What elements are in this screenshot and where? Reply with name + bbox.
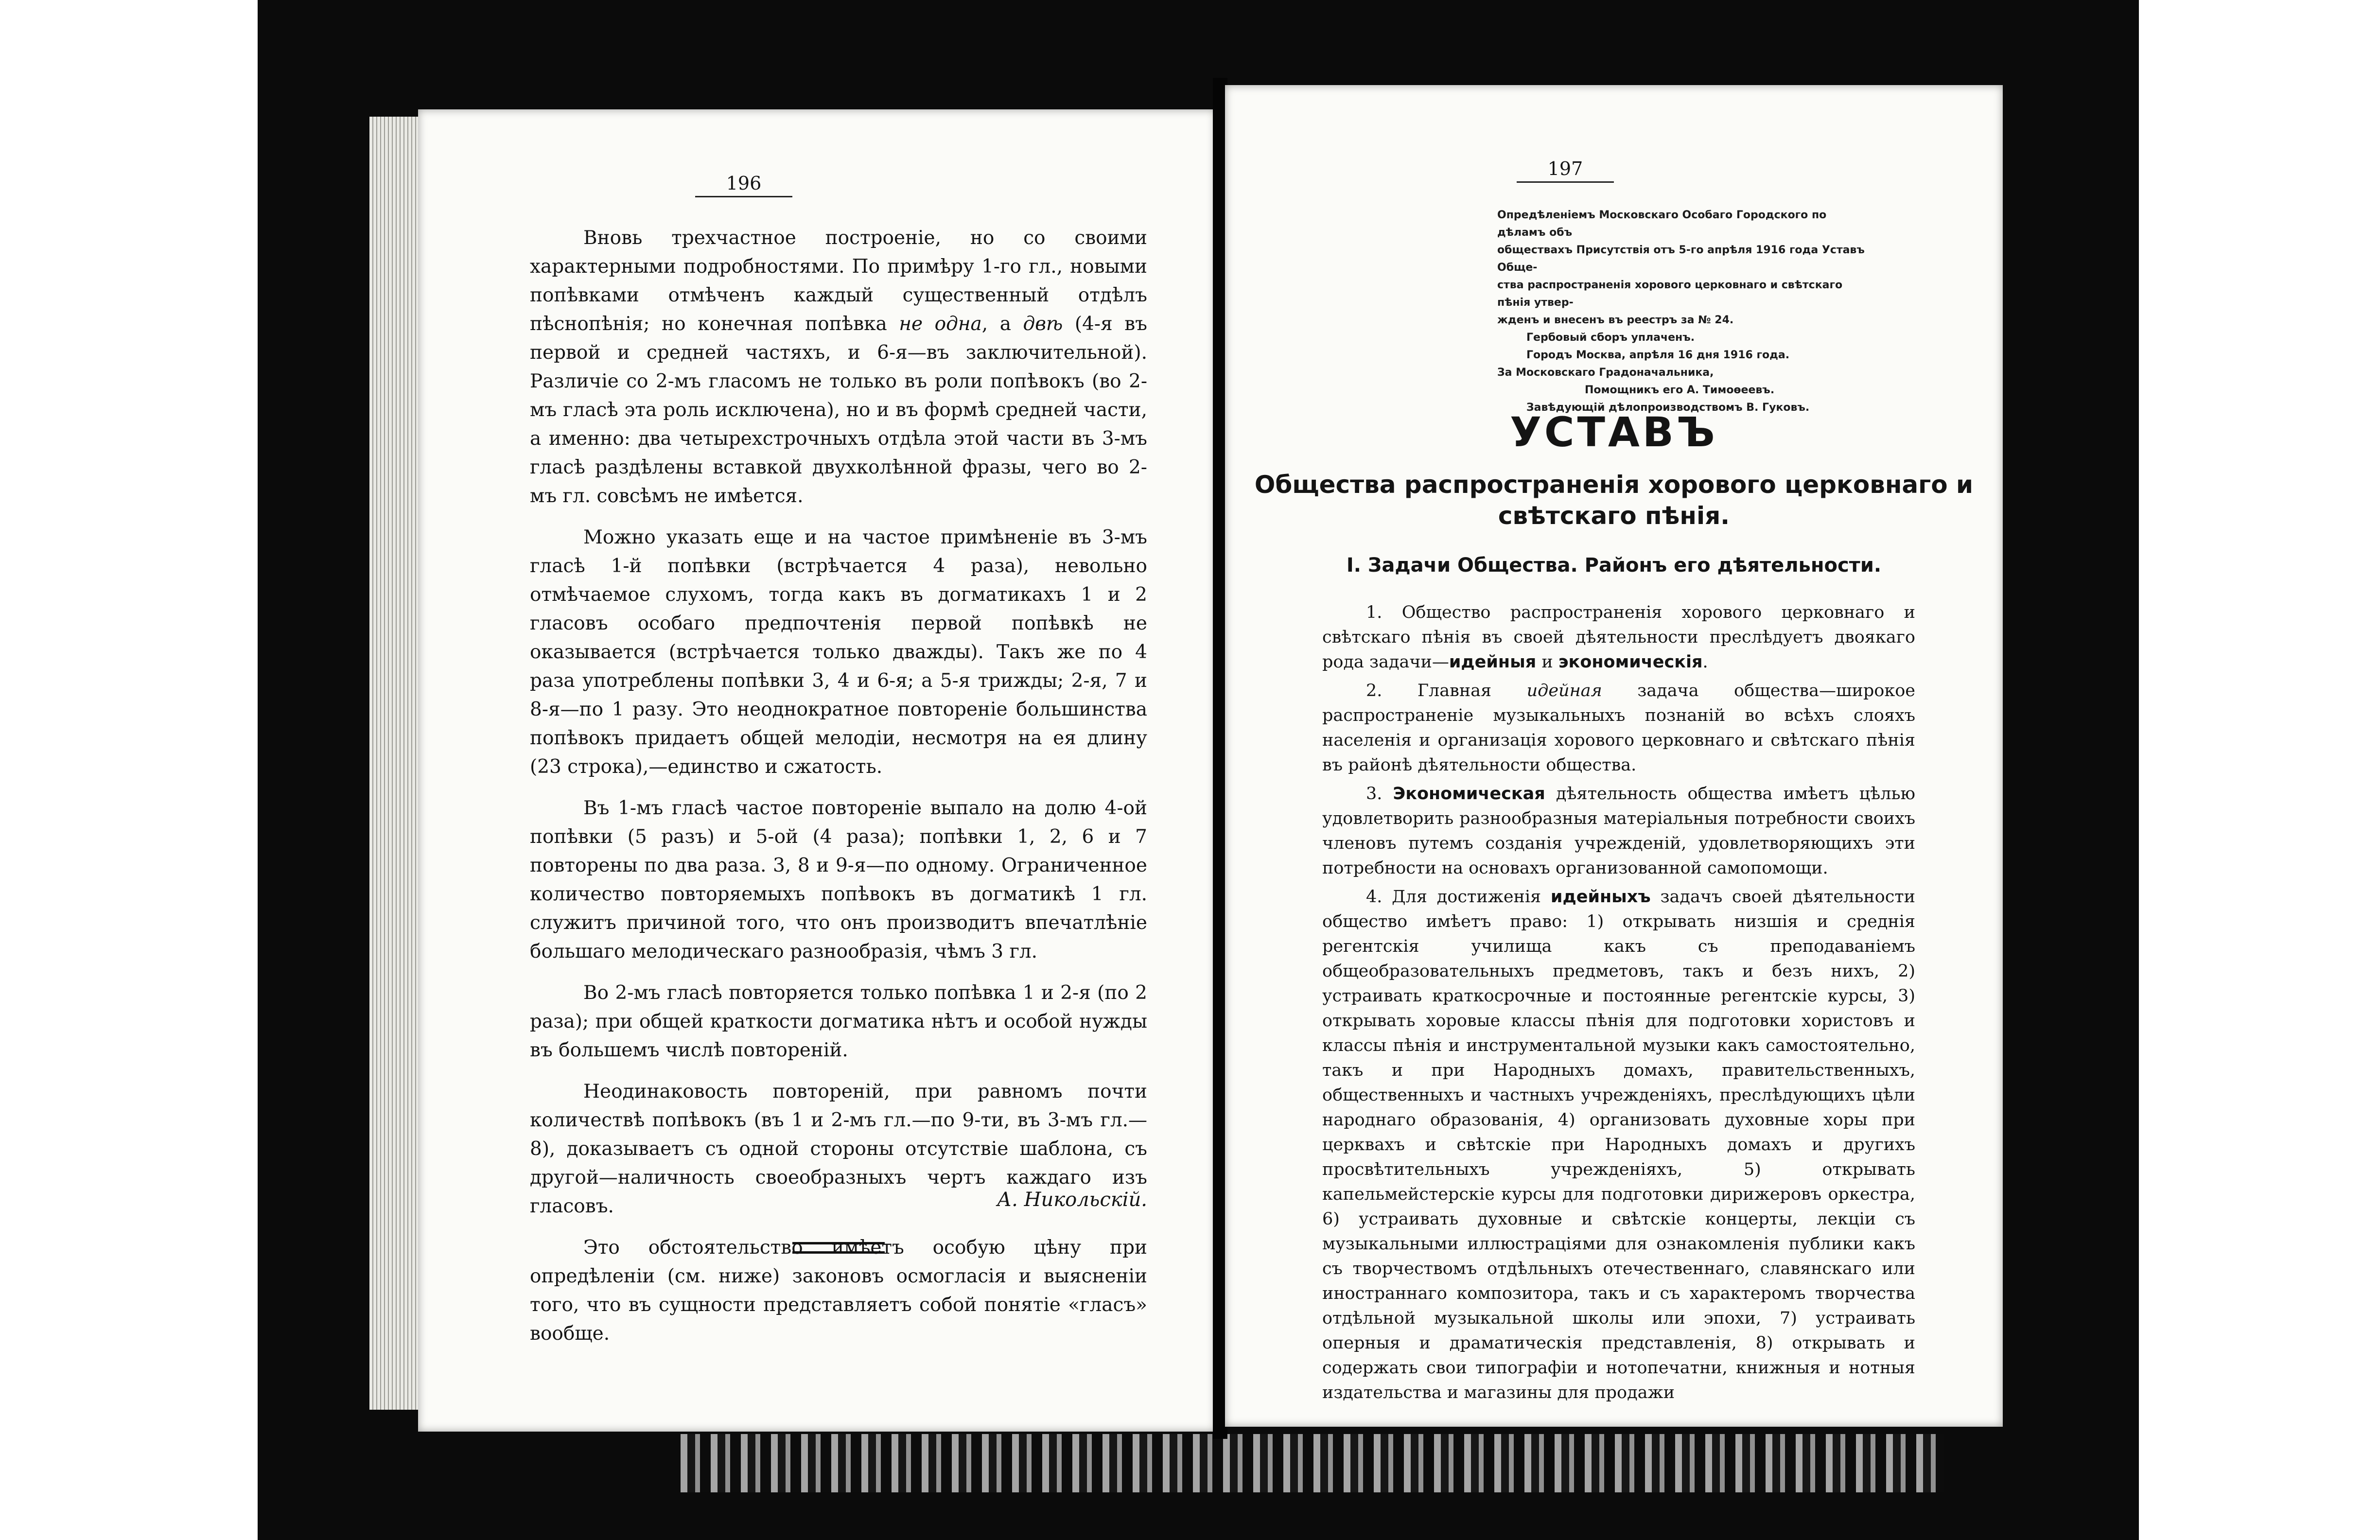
left-paragraph-1-text-b: , а	[981, 313, 1023, 335]
clause-1-text-b: и	[1536, 652, 1558, 672]
left-paragraph-5: Неодинаковость повтореній, при равномъ почти количествѣ попѣвокъ (въ 1 и 2-мъ гл.—по 9-ти, въ 3-мъ гл.—8), доказываетъ съ одной стороны отсутствіе шаблона, съ другой—наличность своеобразныхъ чертъ каждаго изъ гласовъ.	[530, 1081, 1147, 1217]
left-paragraph-1-emphasis-b: двѣ	[1023, 313, 1063, 335]
author-signature: А. Никольскій.	[997, 1189, 1147, 1211]
clause-2-text-b: задача общества—широкое распространеніе музыкальныхъ познаній во всѣхъ слояхъ населенія и организація хорового церковнаго и свѣтскаго пѣнія въ районѣ дѣятельности общества.	[1322, 681, 1915, 775]
left-paragraph-1-text-a: Вновь трехчастное построеніе, но со своими характерными подробностями. По примѣру 1-го гл., новыми попѣвками отмѣченъ каждый существенный отдѣлъ пѣснопѣнія; но конечная попѣвка	[530, 227, 1147, 335]
book-page-edges	[369, 117, 423, 1410]
left-paragraph-1-emphasis-a: не одна	[899, 313, 982, 335]
right-page-body	[1322, 600, 1915, 1409]
clause-2-text-a: 2. Главная	[1366, 681, 1527, 700]
clause-1-text-c: .	[1702, 652, 1708, 672]
charter-clause-1	[1322, 600, 1915, 675]
page-number-right: 197	[1517, 158, 1614, 183]
subtitle-line-2: свѣтскаго пѣнія.	[1498, 502, 1730, 530]
left-paragraph-1-text-c: (4-я въ первой и средней частяхъ, и 6-я—въ заключительной). Различіе со 2-мъ гласомъ не только въ роли попѣвокъ (во 2-мъ гласѣ эта роль исключена), но и въ формѣ средней части, а именно: два четырехстрочныхъ отдѣла этой части въ 3-мъ гласѣ раздѣлены вставкой двухколѣнной фразы, чего во 2-мъ гл. совсѣмъ не имѣется.	[530, 313, 1147, 507]
right-page	[1225, 85, 2003, 1427]
clause-1-bold-b: экономическія	[1558, 652, 1703, 672]
clause-3-text-b: дѣятельность общества имѣетъ цѣлью удовлетворить разнообразныя матеріальныя потребности своихъ членовъ путемъ созданія учрежденій, удовлетворяющихъ эти потребности на основахъ организованной самопомощи.	[1322, 784, 1915, 878]
charter-clause-4	[1322, 885, 1915, 1405]
charter-clause-3	[1322, 782, 1915, 881]
left-paragraph-4: Во 2-мъ гласѣ повторяется только попѣвка 1 и 2-я (по 2 раза); при общей краткости догматика нѣтъ и особой нужды въ большемъ числѣ повтореній.	[530, 982, 1147, 1061]
document-title: УСТАВЪ	[1510, 408, 1718, 456]
clause-2-emphasis: идейная	[1526, 681, 1602, 700]
resolution-line-1: Опредѣленіемъ Московскаго Особаго Городского по дѣламъ объ	[1497, 209, 1827, 239]
clause-3-bold: Экономическая	[1393, 784, 1545, 804]
clause-1-text-a: 1. Общество распространенія хорового церковнаго и свѣтскаго пѣнія въ своей дѣятельности преслѣдуетъ двоякаго рода задачи—	[1322, 603, 1915, 672]
clause-1-bold-a: идейныя	[1449, 652, 1537, 672]
left-paragraph-1	[530, 224, 1147, 510]
resolution-clerk: Завѣдующій дѣлопроизводствомъ В. Гуковъ.	[1526, 402, 1810, 414]
left-page	[418, 109, 1215, 1432]
resolution-assistant: Помощникъ его А. Тимоѳеевъ.	[1585, 384, 1775, 396]
left-paragraph-2: Можно указать еще и на частое примѣненіе въ 3-мъ гласѣ 1-й попѣвки (встрѣчается 4 раза), невольно отмѣчаемое слухомъ, тогда какъ въ догматикахъ 1 и 2 гласовъ особаго предпочтенія первой попѣвкѣ не оказывается (встрѣчается только дважды). Такъ же по 4 раза употреблены попѣвки 3, 4 и 6-я; а 5-я трижды; 2-я, 7 и 8-я—по 1 разу. Это неоднократное повтореніе большинства попѣвокъ придаетъ общей мелодіи, несмотря на ея длину (23 строка),—единство и сжатость.	[530, 526, 1147, 778]
resolution-line-2: обществахъ Присутствія отъ 5-го апрѣля 1916 года Уставъ Обще-	[1497, 244, 1865, 274]
clause-3-text-a: 3.	[1366, 784, 1393, 804]
subtitle-line-1: Общества распространенія хорового церковнаго и	[1254, 471, 1974, 499]
clause-4-text-b: задачъ своей дѣятельности общество имѣетъ право: 1) открывать низшія и среднія регентскія училища какъ съ преподаваніемъ общеобразовательныхъ предметовъ, такъ и безъ нихъ, 2) устраивать краткосрочные и постоянные регентскіе курсы, 3) открывать хоровые классы пѣнія для подготовки хористовъ и классы пѣнія и инструментальной музыки какъ самостоятельно, такъ и при Народныхъ домахъ, правительственныхъ, общественныхъ и частныхъ учрежденіяхъ, преслѣдующихъ цѣли народнаго образованія, 4) организовать духовные хоры при церквахъ и свѣтскіе при Народныхъ домахъ и другихъ просвѣтительныхъ учрежденіяхъ, 5) открывать капельмейстерскіе курсы для подготовки дирижеровъ оркестра, 6) устраивать духовные и свѣтскіе концерты, лекціи съ музыкальными иллюстраціями для ознакомленія публики какъ съ творчествомъ отдѣльныхъ отечественнаго, славянскаго или иностраннаго композитора, такъ и съ характеромъ творчества отдѣльной музыкальной школы или эпохи, 7) устраивать оперныя и драматическія представленія, 8) открывать и содержать свои типографіи и нотопечатни, книжныя и нотныя издательства и магазины для продажи	[1322, 887, 1916, 1402]
charter-clause-2	[1322, 679, 1915, 778]
scan-bottom-artifacts	[681, 1434, 1944, 1492]
resolution-for-governor: За Московскаго Градоначальника,	[1497, 367, 1714, 379]
resolution-line-3: ства распространенія хорового церковнаго и свѣтскаго пѣнія утвер-	[1497, 279, 1843, 309]
clause-4-text-a: 4. Для достиженія	[1366, 887, 1551, 907]
clause-4-bold: идейныхъ	[1550, 887, 1651, 907]
section-end-double-rule	[792, 1242, 885, 1254]
page-number-left: 196	[695, 173, 792, 197]
resolution-fee: Гербовый сборъ уплаченъ.	[1526, 332, 1695, 344]
document-subtitle	[1225, 469, 2003, 531]
resolution-line-4: жденъ и внесенъ въ реестръ за № 24.	[1497, 314, 1734, 326]
section-heading: I. Задачи Общества. Районъ его дѣятельности.	[1346, 554, 1882, 577]
resolution-city-date: Городъ Москва, апрѣля 16 дня 1916 года.	[1526, 349, 1790, 361]
left-paragraph-3: Въ 1-мъ гласѣ частое повтореніе выпало на долю 4-ой попѣвки (5 разъ) и 5-ой (4 раза); попѣвки 1, 2, 6 и 7 повторены по два раза. 3, 8 и 9-я—по одному. Ограниченное количество повторяемыхъ попѣвокъ въ догматикѣ 1 гл. служитъ причиной того, что онъ производитъ впечатлѣніе большаго мелодическаго разнообразія, чѣмъ 3 гл.	[530, 797, 1147, 962]
left-paragraph-6: Это обстоятельство имѣетъ особую цѣну при опредѣленіи (см. ниже) законовъ осмогласія и выясненіи того, что въ сущности представляетъ собой понятіе «гласъ» вообще.	[530, 1237, 1147, 1345]
registration-resolution	[1497, 207, 1876, 417]
